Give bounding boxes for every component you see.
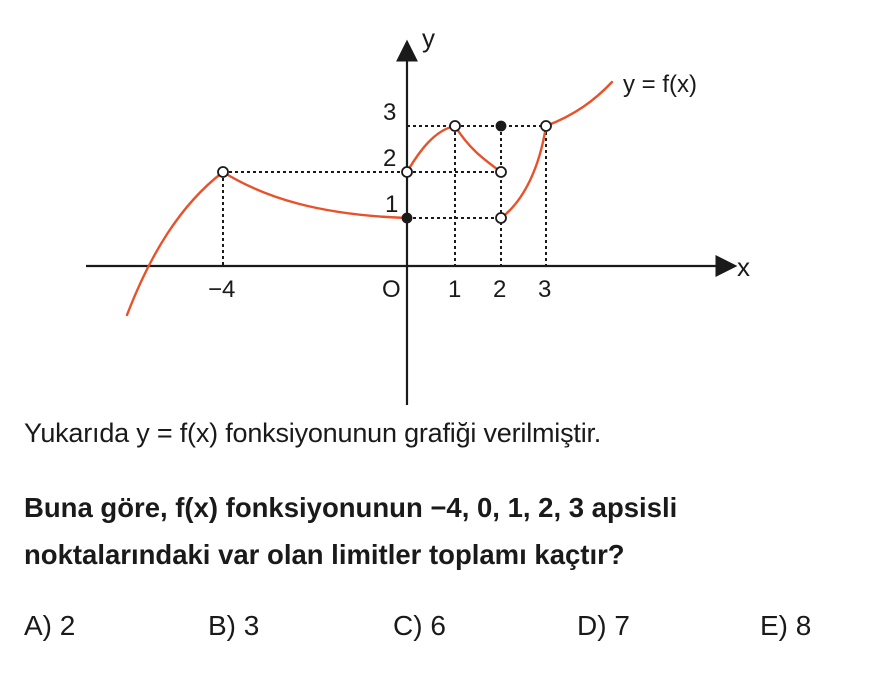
- question-line-2: noktalarındaki var olan limitler toplamı kaçtır?: [24, 539, 625, 570]
- open-point-0-2: [402, 167, 412, 177]
- choice-b[interactable]: B) 3: [208, 610, 260, 641]
- x-tick-2: 2: [493, 276, 507, 303]
- x-tick-minus4: −4: [208, 276, 236, 303]
- curve-segment-d: [455, 126, 501, 172]
- intro-text: Yukarıda y = f(x) fonksiyonunun grafiği verilmiştir.: [24, 418, 602, 448]
- y-tick-3: 3: [383, 99, 397, 126]
- answer-choices: [0, 610, 896, 650]
- curve-segment-f: [546, 82, 612, 126]
- open-point-3-3: [541, 121, 551, 131]
- x-tick-3: 3: [538, 276, 552, 303]
- origin-label: O: [382, 276, 401, 303]
- question-line-1: Buna göre, f(x) fonksiyonunun −4, 0, 1, 2, 3 apsisli: [24, 492, 678, 523]
- y-axis-label: y: [422, 23, 435, 53]
- curve-segment-e: [501, 126, 546, 218]
- curve-label: y = f(x): [623, 71, 698, 98]
- choice-c[interactable]: C) 6: [393, 610, 446, 641]
- choice-e[interactable]: E) 8: [760, 610, 812, 641]
- x-tick-1: 1: [448, 276, 462, 303]
- curve-segment-c: [407, 126, 455, 172]
- open-point-2-1: [496, 213, 506, 223]
- curve-segment-b: [223, 172, 407, 218]
- closed-point-0-1: [403, 214, 412, 223]
- x-axis-label: x: [737, 252, 750, 282]
- choice-a[interactable]: A) 2: [24, 610, 76, 641]
- open-point-1-3: [450, 121, 460, 131]
- open-point-2-2: [496, 167, 506, 177]
- question-text: [24, 484, 884, 578]
- choice-d[interactable]: D) 7: [577, 610, 630, 641]
- open-point-minus4-2: [218, 167, 228, 177]
- closed-point-2-3: [497, 122, 506, 131]
- y-tick-1: 1: [385, 191, 399, 218]
- y-tick-2: 2: [383, 145, 397, 172]
